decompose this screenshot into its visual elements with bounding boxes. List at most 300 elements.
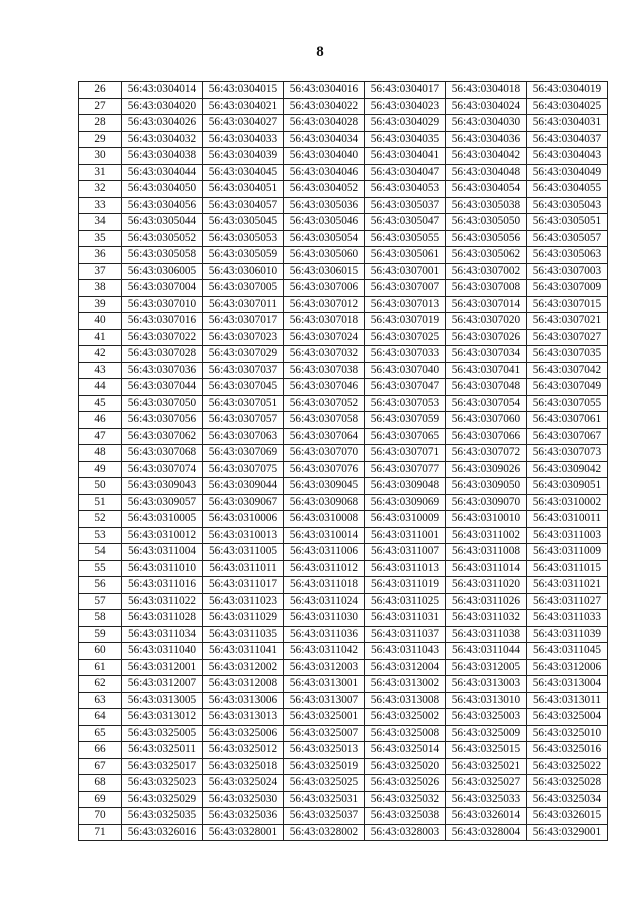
cadastral-code-cell: 56:43:0307014 bbox=[446, 296, 527, 313]
cadastral-code-cell: 56:43:0325020 bbox=[365, 758, 446, 775]
cadastral-code-cell: 56:43:0304014 bbox=[122, 82, 203, 99]
cadastral-code-cell: 56:43:0304034 bbox=[284, 131, 365, 148]
cadastral-code-cell: 56:43:0325027 bbox=[446, 775, 527, 792]
cadastral-code-cell: 56:43:0311027 bbox=[527, 593, 608, 610]
cadastral-code-cell: 56:43:0311037 bbox=[365, 626, 446, 643]
cadastral-code-cell: 56:43:0312005 bbox=[446, 659, 527, 676]
table-row bbox=[79, 247, 608, 264]
table-row bbox=[79, 725, 608, 742]
cadastral-code-cell: 56:43:0307046 bbox=[284, 379, 365, 396]
cadastral-code-cell: 56:43:0309048 bbox=[365, 478, 446, 495]
cadastral-code-cell: 56:43:0309067 bbox=[203, 494, 284, 511]
cadastral-code-cell: 56:43:0307063 bbox=[203, 428, 284, 445]
cadastral-code-cell: 56:43:0325008 bbox=[365, 725, 446, 742]
cadastral-code-cell: 56:43:0325006 bbox=[203, 725, 284, 742]
table-row bbox=[79, 148, 608, 165]
cadastral-code-cell: 56:43:0325037 bbox=[284, 808, 365, 825]
cadastral-code-cell: 56:43:0307025 bbox=[365, 329, 446, 346]
row-number: 58 bbox=[79, 610, 122, 627]
table-row bbox=[79, 115, 608, 132]
cadastral-code-cell: 56:43:0304032 bbox=[122, 131, 203, 148]
row-number: 71 bbox=[79, 824, 122, 841]
row-number: 62 bbox=[79, 676, 122, 693]
row-number: 43 bbox=[79, 362, 122, 379]
table-row bbox=[79, 82, 608, 99]
cadastral-code-cell: 56:43:0307020 bbox=[446, 313, 527, 330]
cadastral-code-cell: 56:43:0310010 bbox=[446, 511, 527, 528]
cadastral-code-cell: 56:43:0310009 bbox=[365, 511, 446, 528]
cadastral-code-cell: 56:43:0312007 bbox=[122, 676, 203, 693]
cadastral-code-cell: 56:43:0305047 bbox=[365, 214, 446, 231]
cadastral-code-cell: 56:43:0307047 bbox=[365, 379, 446, 396]
row-number: 64 bbox=[79, 709, 122, 726]
cadastral-code-cell: 56:43:0325019 bbox=[284, 758, 365, 775]
cadastral-code-cell: 56:43:0310012 bbox=[122, 527, 203, 544]
cadastral-code-cell: 56:43:0304055 bbox=[527, 181, 608, 198]
cadastral-code-cell: 56:43:0309044 bbox=[203, 478, 284, 495]
cadastral-code-cell: 56:43:0304028 bbox=[284, 115, 365, 132]
cadastral-code-cell: 56:43:0313001 bbox=[284, 676, 365, 693]
cadastral-code-cell: 56:43:0307026 bbox=[446, 329, 527, 346]
cadastral-code-cell: 56:43:0307016 bbox=[122, 313, 203, 330]
cadastral-code-cell: 56:43:0307018 bbox=[284, 313, 365, 330]
cadastral-code-cell: 56:43:0311014 bbox=[446, 560, 527, 577]
cadastral-code-cell: 56:43:0307034 bbox=[446, 346, 527, 363]
cadastral-code-cell: 56:43:0313010 bbox=[446, 692, 527, 709]
cadastral-code-cell: 56:43:0305037 bbox=[365, 197, 446, 214]
cadastral-code-cell: 56:43:0304027 bbox=[203, 115, 284, 132]
cadastral-code-cell: 56:43:0307059 bbox=[365, 412, 446, 429]
cadastral-code-cell: 56:43:0306005 bbox=[122, 263, 203, 280]
cadastral-code-cell: 56:43:0313003 bbox=[446, 676, 527, 693]
cadastral-code-cell: 56:43:0305044 bbox=[122, 214, 203, 231]
cadastral-code-cell: 56:43:0304052 bbox=[284, 181, 365, 198]
cadastral-code-cell: 56:43:0311002 bbox=[446, 527, 527, 544]
cadastral-code-cell: 56:43:0307073 bbox=[527, 445, 608, 462]
cadastral-code-cell: 56:43:0307032 bbox=[284, 346, 365, 363]
cadastral-code-cell: 56:43:0311045 bbox=[527, 643, 608, 660]
cadastral-code-cell: 56:43:0309045 bbox=[284, 478, 365, 495]
cadastral-code-cell: 56:43:0311026 bbox=[446, 593, 527, 610]
cadastral-code-cell: 56:43:0304018 bbox=[446, 82, 527, 99]
table-row bbox=[79, 494, 608, 511]
cadastral-code-cell: 56:43:0313008 bbox=[365, 692, 446, 709]
row-number: 68 bbox=[79, 775, 122, 792]
cadastral-code-cell: 56:43:0311011 bbox=[203, 560, 284, 577]
cadastral-code-cell: 56:43:0311009 bbox=[527, 544, 608, 561]
cadastral-code-cell: 56:43:0307065 bbox=[365, 428, 446, 445]
cadastral-code-cell: 56:43:0307076 bbox=[284, 461, 365, 478]
table-row bbox=[79, 131, 608, 148]
cadastral-code-cell: 56:43:0305056 bbox=[446, 230, 527, 247]
cadastral-code-cell: 56:43:0325029 bbox=[122, 791, 203, 808]
table-row bbox=[79, 824, 608, 841]
row-number: 31 bbox=[79, 164, 122, 181]
cadastral-code-cell: 56:43:0307050 bbox=[122, 395, 203, 412]
cadastral-code-cell: 56:43:0307009 bbox=[527, 280, 608, 297]
row-number: 69 bbox=[79, 791, 122, 808]
cadastral-code-cell: 56:43:0311044 bbox=[446, 643, 527, 660]
cadastral-code-cell: 56:43:0310002 bbox=[527, 494, 608, 511]
table-row bbox=[79, 808, 608, 825]
cadastral-code-cell: 56:43:0307044 bbox=[122, 379, 203, 396]
cadastral-code-cell: 56:43:0312002 bbox=[203, 659, 284, 676]
table-row bbox=[79, 692, 608, 709]
cadastral-code-cell: 56:43:0304051 bbox=[203, 181, 284, 198]
cadastral-code-cell: 56:43:0311017 bbox=[203, 577, 284, 594]
cadastral-code-cell: 56:43:0304045 bbox=[203, 164, 284, 181]
cadastral-code-cell: 56:43:0307061 bbox=[527, 412, 608, 429]
cadastral-code-cell: 56:43:0311028 bbox=[122, 610, 203, 627]
cadastral-code-cell: 56:43:0313004 bbox=[527, 676, 608, 693]
cadastral-code-cell: 56:43:0311013 bbox=[365, 560, 446, 577]
cadastral-code-cell: 56:43:0328004 bbox=[446, 824, 527, 841]
cadastral-code-cell: 56:43:0311016 bbox=[122, 577, 203, 594]
cadastral-code-cell: 56:43:0313012 bbox=[122, 709, 203, 726]
cadastral-code-cell: 56:43:0311006 bbox=[284, 544, 365, 561]
cadastral-code-cell: 56:43:0304043 bbox=[527, 148, 608, 165]
cadastral-code-cell: 56:43:0304017 bbox=[365, 82, 446, 99]
cadastral-code-cell: 56:43:0309068 bbox=[284, 494, 365, 511]
cadastral-code-cell: 56:43:0307045 bbox=[203, 379, 284, 396]
cadastral-code-cell: 56:43:0307005 bbox=[203, 280, 284, 297]
cadastral-code-cell: 56:43:0307049 bbox=[527, 379, 608, 396]
cadastral-code-cell: 56:43:0304020 bbox=[122, 98, 203, 115]
cadastral-code-cell: 56:43:0307067 bbox=[527, 428, 608, 445]
cadastral-code-cell: 56:43:0311042 bbox=[284, 643, 365, 660]
cadastral-code-cell: 56:43:0325018 bbox=[203, 758, 284, 775]
cadastral-code-cell: 56:43:0307054 bbox=[446, 395, 527, 412]
table-row bbox=[79, 709, 608, 726]
cadastral-code-cell: 56:43:0304025 bbox=[527, 98, 608, 115]
cadastral-code-cell: 56:43:0307040 bbox=[365, 362, 446, 379]
cadastral-code-cell: 56:43:0306010 bbox=[203, 263, 284, 280]
cadastral-code-cell: 56:43:0307072 bbox=[446, 445, 527, 462]
cadastral-code-cell: 56:43:0325015 bbox=[446, 742, 527, 759]
cadastral-code-cell: 56:43:0325004 bbox=[527, 709, 608, 726]
cadastral-code-cell: 56:43:0311029 bbox=[203, 610, 284, 627]
cadastral-code-cell: 56:43:0307003 bbox=[527, 263, 608, 280]
table-row bbox=[79, 214, 608, 231]
cadastral-code-cell: 56:43:0304039 bbox=[203, 148, 284, 165]
cadastral-code-cell: 56:43:0325031 bbox=[284, 791, 365, 808]
table-row bbox=[79, 791, 608, 808]
cadastral-code-cell: 56:43:0305052 bbox=[122, 230, 203, 247]
table-row bbox=[79, 362, 608, 379]
cadastral-code-cell: 56:43:0325007 bbox=[284, 725, 365, 742]
cadastral-code-cell: 56:43:0325017 bbox=[122, 758, 203, 775]
cadastral-code-cell: 56:43:0325001 bbox=[284, 709, 365, 726]
cadastral-code-cell: 56:43:0328002 bbox=[284, 824, 365, 841]
cadastral-code-cell: 56:43:0312004 bbox=[365, 659, 446, 676]
cadastral-code-cell: 56:43:0307028 bbox=[122, 346, 203, 363]
row-number: 52 bbox=[79, 511, 122, 528]
cadastral-code-cell: 56:43:0310013 bbox=[203, 527, 284, 544]
cadastral-code-cell: 56:43:0307017 bbox=[203, 313, 284, 330]
cadastral-code-cell: 56:43:0307015 bbox=[527, 296, 608, 313]
table-row bbox=[79, 643, 608, 660]
cadastral-code-cell: 56:43:0311024 bbox=[284, 593, 365, 610]
cadastral-code-cell: 56:43:0311038 bbox=[446, 626, 527, 643]
cadastral-code-cell: 56:43:0311033 bbox=[527, 610, 608, 627]
cadastral-code-cell: 56:43:0307041 bbox=[446, 362, 527, 379]
cadastral-code-cell: 56:43:0307066 bbox=[446, 428, 527, 445]
cadastral-code-cell: 56:43:0304030 bbox=[446, 115, 527, 132]
cadastral-code-cell: 56:43:0325012 bbox=[203, 742, 284, 759]
row-number: 36 bbox=[79, 247, 122, 264]
table-body bbox=[79, 82, 608, 841]
cadastral-code-cell: 56:43:0304022 bbox=[284, 98, 365, 115]
cadastral-code-cell: 56:43:0307023 bbox=[203, 329, 284, 346]
cadastral-code-cell: 56:43:0307060 bbox=[446, 412, 527, 429]
row-number: 48 bbox=[79, 445, 122, 462]
cadastral-code-cell: 56:43:0307042 bbox=[527, 362, 608, 379]
cadastral-code-cell: 56:43:0310006 bbox=[203, 511, 284, 528]
cadastral-code-cell: 56:43:0311031 bbox=[365, 610, 446, 627]
cadastral-code-cell: 56:43:0304041 bbox=[365, 148, 446, 165]
table-row bbox=[79, 181, 608, 198]
cadastral-code-cell: 56:43:0305046 bbox=[284, 214, 365, 231]
cadastral-code-cell: 56:43:0304042 bbox=[446, 148, 527, 165]
table-row bbox=[79, 230, 608, 247]
cadastral-code-cell: 56:43:0307053 bbox=[365, 395, 446, 412]
table-row bbox=[79, 98, 608, 115]
cadastral-code-cell: 56:43:0311001 bbox=[365, 527, 446, 544]
cadastral-code-cell: 56:43:0325026 bbox=[365, 775, 446, 792]
cadastral-code-cell: 56:43:0307055 bbox=[527, 395, 608, 412]
cadastral-code-cell: 56:43:0312006 bbox=[527, 659, 608, 676]
cadastral-code-cell: 56:43:0304036 bbox=[446, 131, 527, 148]
cadastral-code-cell: 56:43:0304049 bbox=[527, 164, 608, 181]
cadastral-code-cell: 56:43:0305057 bbox=[527, 230, 608, 247]
table-row bbox=[79, 395, 608, 412]
cadastral-code-cell: 56:43:0304023 bbox=[365, 98, 446, 115]
cadastral-code-cell: 56:43:0325025 bbox=[284, 775, 365, 792]
cadastral-code-cell: 56:43:0311004 bbox=[122, 544, 203, 561]
cadastral-code-cell: 56:43:0307048 bbox=[446, 379, 527, 396]
cadastral-code-cell: 56:43:0304047 bbox=[365, 164, 446, 181]
cadastral-code-cell: 56:43:0326014 bbox=[446, 808, 527, 825]
row-number: 45 bbox=[79, 395, 122, 412]
cadastral-code-cell: 56:43:0313013 bbox=[203, 709, 284, 726]
cadastral-code-cell: 56:43:0304029 bbox=[365, 115, 446, 132]
row-number: 65 bbox=[79, 725, 122, 742]
cadastral-code-cell: 56:43:0305063 bbox=[527, 247, 608, 264]
row-number: 32 bbox=[79, 181, 122, 198]
table-row bbox=[79, 593, 608, 610]
cadastral-code-cell: 56:43:0304054 bbox=[446, 181, 527, 198]
cadastral-code-cell: 56:43:0304021 bbox=[203, 98, 284, 115]
cadastral-code-cell: 56:43:0325005 bbox=[122, 725, 203, 742]
cadastral-code-cell: 56:43:0304015 bbox=[203, 82, 284, 99]
table-row bbox=[79, 445, 608, 462]
table-row bbox=[79, 412, 608, 429]
cadastral-code-cell: 56:43:0311030 bbox=[284, 610, 365, 627]
cadastral-code-cell: 56:43:0311005 bbox=[203, 544, 284, 561]
table-row bbox=[79, 197, 608, 214]
cadastral-code-cell: 56:43:0325021 bbox=[446, 758, 527, 775]
cadastral-code-cell: 56:43:0325009 bbox=[446, 725, 527, 742]
cadastral-code-cell: 56:43:0311034 bbox=[122, 626, 203, 643]
cadastral-code-cell: 56:43:0307022 bbox=[122, 329, 203, 346]
cadastral-code-cell: 56:43:0307035 bbox=[527, 346, 608, 363]
cadastral-code-cell: 56:43:0325023 bbox=[122, 775, 203, 792]
row-number: 40 bbox=[79, 313, 122, 330]
row-number: 26 bbox=[79, 82, 122, 99]
cadastral-code-cell: 56:43:0311015 bbox=[527, 560, 608, 577]
cadastral-code-cell: 56:43:0311040 bbox=[122, 643, 203, 660]
cadastral-code-cell: 56:43:0328003 bbox=[365, 824, 446, 841]
row-number: 63 bbox=[79, 692, 122, 709]
row-number: 56 bbox=[79, 577, 122, 594]
cadastral-code-cell: 56:43:0307007 bbox=[365, 280, 446, 297]
cadastral-code-cell: 56:43:0307021 bbox=[527, 313, 608, 330]
cadastral-code-cell: 56:43:0310005 bbox=[122, 511, 203, 528]
cadastral-code-cell: 56:43:0305053 bbox=[203, 230, 284, 247]
row-number: 34 bbox=[79, 214, 122, 231]
cadastral-code-cell: 56:43:0325022 bbox=[527, 758, 608, 775]
row-number: 53 bbox=[79, 527, 122, 544]
row-number: 38 bbox=[79, 280, 122, 297]
row-number: 30 bbox=[79, 148, 122, 165]
row-number: 37 bbox=[79, 263, 122, 280]
cadastral-code-cell: 56:43:0325033 bbox=[446, 791, 527, 808]
table-row bbox=[79, 329, 608, 346]
cadastral-code-cell: 56:43:0307036 bbox=[122, 362, 203, 379]
table-row bbox=[79, 544, 608, 561]
row-number: 66 bbox=[79, 742, 122, 759]
cadastral-code-cell: 56:43:0325035 bbox=[122, 808, 203, 825]
cadastral-code-cell: 56:43:0307052 bbox=[284, 395, 365, 412]
cadastral-code-cell: 56:43:0304046 bbox=[284, 164, 365, 181]
cadastral-code-cell: 56:43:0305045 bbox=[203, 214, 284, 231]
cadastral-code-cell: 56:43:0305050 bbox=[446, 214, 527, 231]
row-number: 42 bbox=[79, 346, 122, 363]
cadastral-code-cell: 56:43:0329001 bbox=[527, 824, 608, 841]
cadastral-code-cell: 56:43:0304033 bbox=[203, 131, 284, 148]
row-number: 70 bbox=[79, 808, 122, 825]
table-row bbox=[79, 676, 608, 693]
cadastral-code-cell: 56:43:0309042 bbox=[527, 461, 608, 478]
row-number: 54 bbox=[79, 544, 122, 561]
cadastral-code-cell: 56:43:0307012 bbox=[284, 296, 365, 313]
row-number: 33 bbox=[79, 197, 122, 214]
table-row bbox=[79, 659, 608, 676]
cadastral-code-cell: 56:43:0309050 bbox=[446, 478, 527, 495]
cadastral-code-cell: 56:43:0311003 bbox=[527, 527, 608, 544]
row-number: 67 bbox=[79, 758, 122, 775]
table-row bbox=[79, 478, 608, 495]
cadastral-code-cell: 56:43:0304053 bbox=[365, 181, 446, 198]
cadastral-code-cell: 56:43:0307002 bbox=[446, 263, 527, 280]
cadastral-code-cell: 56:43:0326016 bbox=[122, 824, 203, 841]
cadastral-code-cell: 56:43:0307069 bbox=[203, 445, 284, 462]
table-row bbox=[79, 758, 608, 775]
cadastral-code-cell: 56:43:0307006 bbox=[284, 280, 365, 297]
cadastral-code-cell: 56:43:0312001 bbox=[122, 659, 203, 676]
cadastral-code-cell: 56:43:0309026 bbox=[446, 461, 527, 478]
cadastral-code-cell: 56:43:0304024 bbox=[446, 98, 527, 115]
table-row bbox=[79, 346, 608, 363]
cadastral-code-cell: 56:43:0306015 bbox=[284, 263, 365, 280]
cadastral-code-cell: 56:43:0307004 bbox=[122, 280, 203, 297]
table-row bbox=[79, 461, 608, 478]
cadastral-code-cell: 56:43:0307074 bbox=[122, 461, 203, 478]
cadastral-code-cell: 56:43:0307057 bbox=[203, 412, 284, 429]
cadastral-code-cell: 56:43:0307024 bbox=[284, 329, 365, 346]
row-number: 46 bbox=[79, 412, 122, 429]
cadastral-code-cell: 56:43:0307033 bbox=[365, 346, 446, 363]
cadastral-code-cell: 56:43:0307037 bbox=[203, 362, 284, 379]
row-number: 60 bbox=[79, 643, 122, 660]
cadastral-code-cell: 56:43:0304031 bbox=[527, 115, 608, 132]
cadastral-code-cell: 56:43:0307010 bbox=[122, 296, 203, 313]
cadastral-code-cell: 56:43:0307070 bbox=[284, 445, 365, 462]
cadastral-code-cell: 56:43:0305055 bbox=[365, 230, 446, 247]
cadastral-code-cell: 56:43:0307011 bbox=[203, 296, 284, 313]
cadastral-code-cell: 56:43:0325014 bbox=[365, 742, 446, 759]
cadastral-code-cell: 56:43:0307075 bbox=[203, 461, 284, 478]
page-number: 8 bbox=[316, 44, 324, 60]
cadastral-code-cell: 56:43:0304056 bbox=[122, 197, 203, 214]
cadastral-code-cell: 56:43:0307068 bbox=[122, 445, 203, 462]
cadastral-code-cell: 56:43:0325024 bbox=[203, 775, 284, 792]
row-number: 41 bbox=[79, 329, 122, 346]
cadastral-code-cell: 56:43:0304044 bbox=[122, 164, 203, 181]
cadastral-code-cell: 56:43:0328001 bbox=[203, 824, 284, 841]
cadastral-table bbox=[78, 81, 608, 841]
cadastral-code-cell: 56:43:0307038 bbox=[284, 362, 365, 379]
row-number: 35 bbox=[79, 230, 122, 247]
cadastral-code-cell: 56:43:0313002 bbox=[365, 676, 446, 693]
cadastral-code-cell: 56:43:0311043 bbox=[365, 643, 446, 660]
row-number: 55 bbox=[79, 560, 122, 577]
cadastral-code-cell: 56:43:0311022 bbox=[122, 593, 203, 610]
cadastral-code-cell: 56:43:0307056 bbox=[122, 412, 203, 429]
cadastral-code-cell: 56:43:0305051 bbox=[527, 214, 608, 231]
cadastral-code-cell: 56:43:0305043 bbox=[527, 197, 608, 214]
row-number: 51 bbox=[79, 494, 122, 511]
cadastral-code-cell: 56:43:0307062 bbox=[122, 428, 203, 445]
cadastral-code-cell: 56:43:0311021 bbox=[527, 577, 608, 594]
table-row bbox=[79, 626, 608, 643]
cadastral-code-cell: 56:43:0304038 bbox=[122, 148, 203, 165]
cadastral-code-cell: 56:43:0325032 bbox=[365, 791, 446, 808]
cadastral-code-cell: 56:43:0311018 bbox=[284, 577, 365, 594]
cadastral-code-cell: 56:43:0307001 bbox=[365, 263, 446, 280]
cadastral-code-cell: 56:43:0307058 bbox=[284, 412, 365, 429]
row-number: 61 bbox=[79, 659, 122, 676]
row-number: 28 bbox=[79, 115, 122, 132]
cadastral-code-cell: 56:43:0313011 bbox=[527, 692, 608, 709]
cadastral-code-cell: 56:43:0326015 bbox=[527, 808, 608, 825]
table-row bbox=[79, 296, 608, 313]
cadastral-code-cell: 56:43:0304037 bbox=[527, 131, 608, 148]
cadastral-code-cell: 56:43:0305054 bbox=[284, 230, 365, 247]
cadastral-code-cell: 56:43:0325038 bbox=[365, 808, 446, 825]
cadastral-code-cell: 56:43:0311041 bbox=[203, 643, 284, 660]
table-row bbox=[79, 775, 608, 792]
table-row bbox=[79, 164, 608, 181]
cadastral-code-cell: 56:43:0311010 bbox=[122, 560, 203, 577]
cadastral-code-cell: 56:43:0325003 bbox=[446, 709, 527, 726]
row-number: 57 bbox=[79, 593, 122, 610]
cadastral-code-cell: 56:43:0325028 bbox=[527, 775, 608, 792]
cadastral-code-cell: 56:43:0309043 bbox=[122, 478, 203, 495]
cadastral-code-cell: 56:43:0313007 bbox=[284, 692, 365, 709]
table-row bbox=[79, 610, 608, 627]
row-number: 59 bbox=[79, 626, 122, 643]
